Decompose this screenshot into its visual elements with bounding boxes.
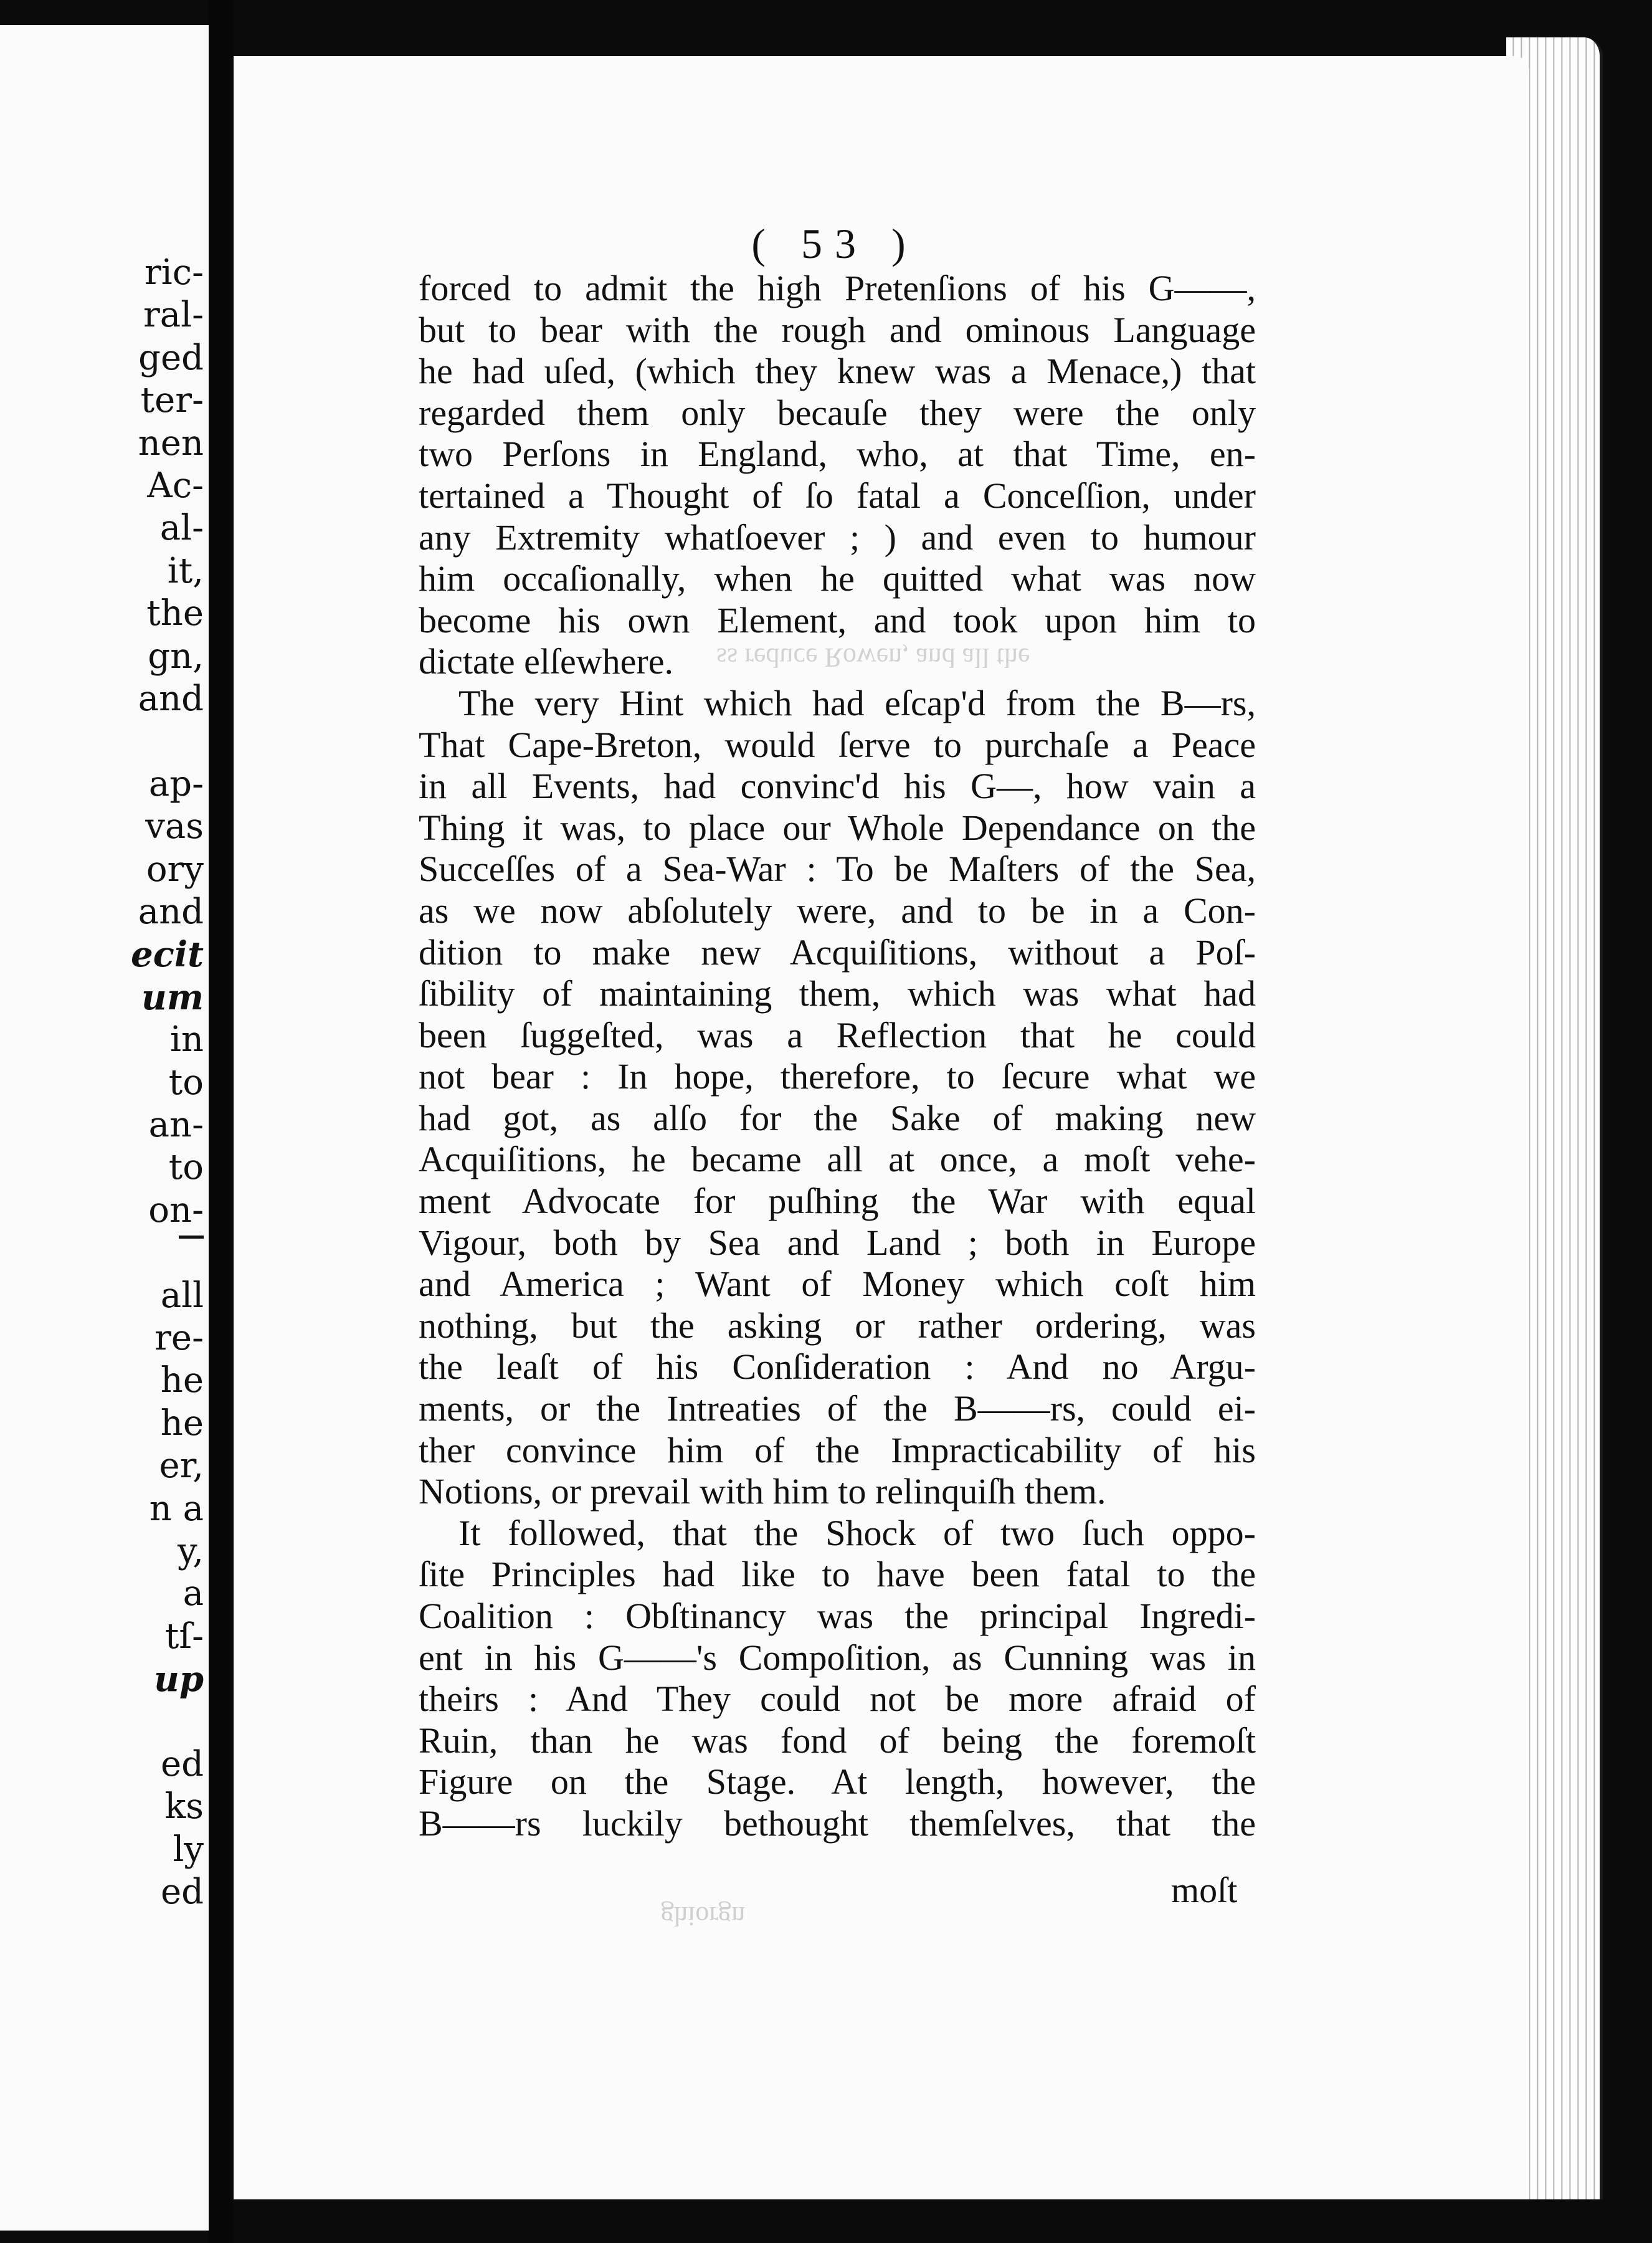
left-page-fragment: re- (154, 1318, 204, 1358)
left-page-fragment: ed (161, 1744, 204, 1784)
text-line: he had uſed, (which they knew was a Menace,) that (419, 351, 1256, 392)
text-line: but to bear with the rough and ominous Language (419, 309, 1256, 350)
left-page-fragment (179, 1236, 204, 1239)
left-page-fragment: all (160, 1275, 204, 1316)
body-text (419, 268, 1256, 1845)
text-line: dition to make new Acquiſitions, without a Poſ- (419, 931, 1256, 973)
text-line: tertained a Thought of ſo fatal a Conceſſion, under (419, 475, 1256, 516)
left-page-fragment: tſ- (164, 1616, 204, 1657)
text-line: any Extremity whatſoever ; ) and even to humour (419, 517, 1256, 558)
text-line: not bear : In hope, therefore, to ſecure what we (419, 1056, 1256, 1097)
text-line: ther convince him of the Impracticability of his (419, 1429, 1256, 1470)
text-line: ent in his G——'s Compoſition, as Cunning was in (419, 1637, 1256, 1678)
text-line: Figure on the Stage. At length, however, the (419, 1761, 1256, 1802)
left-page-fragment: a (183, 1573, 204, 1614)
text-line: Ruin, than he was fond of being the foremoſt (419, 1720, 1256, 1761)
text-line: Coalition : Obſtinancy was the principal Ingredi- (419, 1596, 1256, 1636)
left-page-fragment: ral- (143, 295, 204, 336)
text-line: regarded them only becauſe they were the only (419, 392, 1256, 433)
text-line: Vigour, both by Sea and Land ; both in Europe (419, 1222, 1256, 1263)
text-line: the leaſt of his Conſideration : And no Argu- (419, 1346, 1256, 1388)
left-page-fragment: and (138, 679, 204, 719)
text-line: The very Hint which had eſcap'd from the B—rs, (458, 682, 1256, 723)
text-line: as we now abſolutely were, and to be in a Con- (419, 890, 1256, 931)
left-page-fragment: er, (159, 1445, 204, 1487)
left-facing-page (0, 25, 209, 2231)
left-page-fragment: in (170, 1019, 204, 1060)
left-page-fragment: vas (145, 806, 204, 847)
left-page-fragment: um (141, 976, 204, 1018)
left-page-fragment: ter- (140, 380, 204, 421)
text-line: become his own Element, and took upon him to (419, 599, 1256, 641)
left-page-fragment: ly (173, 1829, 204, 1870)
page-number: ( 53 ) (751, 220, 918, 267)
left-page-fragment: he (160, 1402, 204, 1444)
left-page-fragment: it, (167, 550, 204, 591)
text-line: him occaſionally, when he quitted what was now (419, 558, 1256, 599)
text-line: It followed, that the Shock of two ſuch oppo- (458, 1512, 1256, 1553)
text-line: nothing, but the asking or rather ordering, was (419, 1305, 1256, 1346)
left-page-fragment: up (154, 1659, 204, 1700)
bleed-through-text: ghiorgn (660, 1901, 746, 1931)
text-line: in all Events, had convinc'd his G—, how vain a (419, 766, 1256, 807)
left-page-fragment: ory (146, 849, 204, 890)
left-page-fragment: to (168, 1147, 204, 1188)
left-page-fragment: gn, (148, 636, 204, 677)
left-page-fragment: n a (149, 1488, 204, 1529)
text-line: ment Advocate for puſhing the War with equal (419, 1181, 1256, 1222)
left-page-fragment: y, (178, 1531, 204, 1571)
left-page-fragment: ecit (131, 934, 204, 976)
left-page-fragment: and (138, 892, 204, 932)
text-line: Notions, or prevail with him to relinquiſh them. (419, 1471, 1106, 1512)
text-line: ſibility of maintaining them, which was what had (419, 973, 1256, 1014)
text-line: forced to admit the high Pretenſions of his G——, (419, 268, 1256, 308)
left-page-fragment: ks (164, 1786, 204, 1827)
left-page-fragment: ed (161, 1872, 204, 1913)
left-page-fragment: ap- (148, 763, 204, 804)
left-page-fragment: on- (148, 1189, 204, 1231)
left-page-fragment: nen (138, 422, 204, 464)
text-line: been ſuggeſted, was a Reflection that he could (419, 1014, 1256, 1055)
text-line: That Cape-Breton, would ſerve to purchaſe a Peace (419, 724, 1256, 765)
book-gutter (209, 0, 234, 2243)
left-page-fragment: to (168, 1062, 204, 1103)
text-line: Acquiſitions, he became all at once, a moſt vehe- (419, 1139, 1256, 1180)
text-line: ſite Principles had like to have been fatal to the (419, 1554, 1256, 1595)
left-page-fragment: ric- (145, 252, 204, 293)
bleed-through-text: ss reduce Rowen, and all the (716, 642, 1030, 673)
text-line: Thing it was, to place our Whole Dependance on the (419, 807, 1256, 848)
text-line: ments, or the Intreaties of the B——rs, could ei- (419, 1388, 1256, 1429)
text-line: dictate elſewhere. (419, 641, 673, 682)
text-line: two Perſons in England, who, at that Time, en- (419, 434, 1256, 475)
text-line: B——rs luckily bethought themſelves, that the (419, 1802, 1256, 1844)
left-page-fragment: the (146, 593, 204, 634)
left-page-fragment: ged (138, 337, 204, 378)
text-line: theirs : And They could not be more afraid of (419, 1679, 1256, 1720)
left-page-fragment: an- (148, 1105, 204, 1145)
text-line: and America ; Want of Money which coſt him (419, 1264, 1256, 1305)
catchword: moſt (1171, 1870, 1238, 1910)
text-line: had got, as alſo for the Sake of making new (419, 1097, 1256, 1138)
text-line: Succeſſes of a Sea-War : To be Maſters of the Sea, (419, 849, 1256, 890)
left-page-fragment: he (160, 1360, 204, 1401)
left-page-fragment: al- (159, 508, 204, 549)
left-page-fragment: Ac- (147, 465, 204, 506)
